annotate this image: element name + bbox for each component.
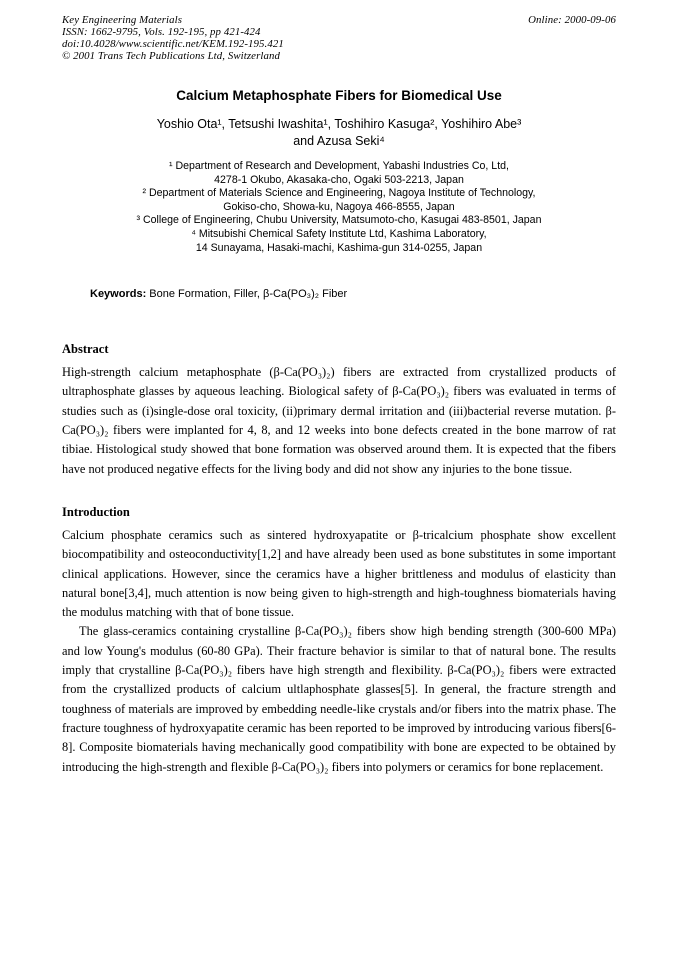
affiliation-line: Gokiso-cho, Showa-ku, Nagoya 466-8555, Japan — [223, 200, 455, 213]
authors-line-2: and Azusa Seki⁴ — [293, 134, 385, 148]
authors-line-1: Yoshio Ota¹, Tetsushi Iwashita¹, Toshihiro Kasuga², Yoshihiro Abe³ — [156, 117, 522, 131]
affiliation-line: 4278-1 Okubo, Akasaka-cho, Ogaki 503-2213, Japan — [214, 173, 464, 186]
issn-line: ISSN: 1662-9795, Vols. 192-195, pp 421-424 — [62, 26, 261, 38]
affiliations-block — [62, 160, 616, 255]
introduction-heading: Introduction — [62, 504, 130, 519]
affiliation-line: ³ College of Engineering, Chubu University, Matsumoto-cho, Kasugai 483-8501, Japan — [136, 214, 542, 227]
copyright-line: © 2001 Trans Tech Publications Ltd, Switzerland — [62, 50, 280, 62]
affiliation-line: ⁴ Mitsubishi Chemical Safety Institute Ltd, Kashima Laboratory, — [191, 227, 487, 240]
keywords-label: Keywords: — [90, 288, 147, 301]
paper-title: Calcium Metaphosphate Fibers for Biomedical Use — [176, 88, 502, 103]
introduction-paragraph-1: Calcium phosphate ceramics such as sintered hydroxyapatite or β-tricalcium phosphate show excellent biocompatibility and osteoconductivity[1,2] and have already been used as bone substitutes in some important clinical applications. However, since the ceramics have a higher brittleness and modulus of elasticity than natural bone[3,4], much attention is now being given to high-strength and high-toughness biomaterials having the modulus matching with that of bone tissue. — [62, 527, 616, 620]
abstract-paragraph: High-strength calcium metaphosphate (β-Ca(PO₃)₂) fibers are extracted from crystallized products of ultraphosphate glasses by aqueous leaching. Biological safety of β-Ca(PO₃)₂ fibers was evaluated in terms of studies such as (i)single-dose oral toxicity, (ii)primary dermal irritation and (iii)bacterial reverse mutation. β-Ca(PO₃)₂ fibers were implanted for 4, 8, and 12 weeks into bone defects created in the bone marrow of rat tibiae. Histological study showed that bone formation was observed around them. It is expected that the fibers have not produced negative effects for the living body and did not show any injuries to the bone tissue. — [62, 365, 616, 476]
online-date: Online: 2000-09-06 — [528, 14, 616, 26]
keywords-text: Bone Formation, Filler, β-Ca(PO₃)₂ Fiber — [146, 288, 348, 301]
keywords-line — [90, 288, 616, 300]
affiliation-line: 14 Sunayama, Hasaki-machi, Kashima-gun 314-0255, Japan — [195, 241, 483, 254]
authors-block — [62, 116, 616, 150]
page-content — [62, 14, 616, 777]
journal-name: Key Engineering Materials — [62, 14, 183, 26]
affiliation-line: ¹ Department of Research and Development, Yabashi Industries Co, Ltd, — [169, 160, 509, 172]
affiliation-line: ² Department of Materials Science and Engineering, Nagoya Institute of Technology, — [142, 187, 536, 200]
doi-line: doi:10.4028/www.scientific.net/KEM.192-195.421 — [62, 38, 284, 50]
abstract-heading: Abstract — [62, 342, 109, 357]
publication-header — [62, 14, 616, 62]
introduction-paragraph-2: The glass-ceramics containing crystalline β-Ca(PO₃)₂ fibers show high bending strength (300-600 MPa) and low Young's modulus (60-80 GPa). Their fracture behavior is similar to that of natural bone. The results imply that crystalline β-Ca(PO₃)₂ fibers have high strength and flexibility. β-Ca(PO₃)₂ fibers were extracted from the crystallized products of calcium ultlaphosphate glasses[5]. In general, the fracture strength and toughness of materials are improved by embedding needle-like crystals and/or fibers into the matrix phase. The fracture toughness of hydroxyapatite ceramic has been reported to be improved by introducing various fibers[6-8]. Composite biomaterials having mechanically good compatibility with bone are expected to be obtained by introducing the high-strength and flexible β-Ca(PO₃)₂ fibers into polymers or ceramics for bone replacement. — [62, 624, 616, 774]
